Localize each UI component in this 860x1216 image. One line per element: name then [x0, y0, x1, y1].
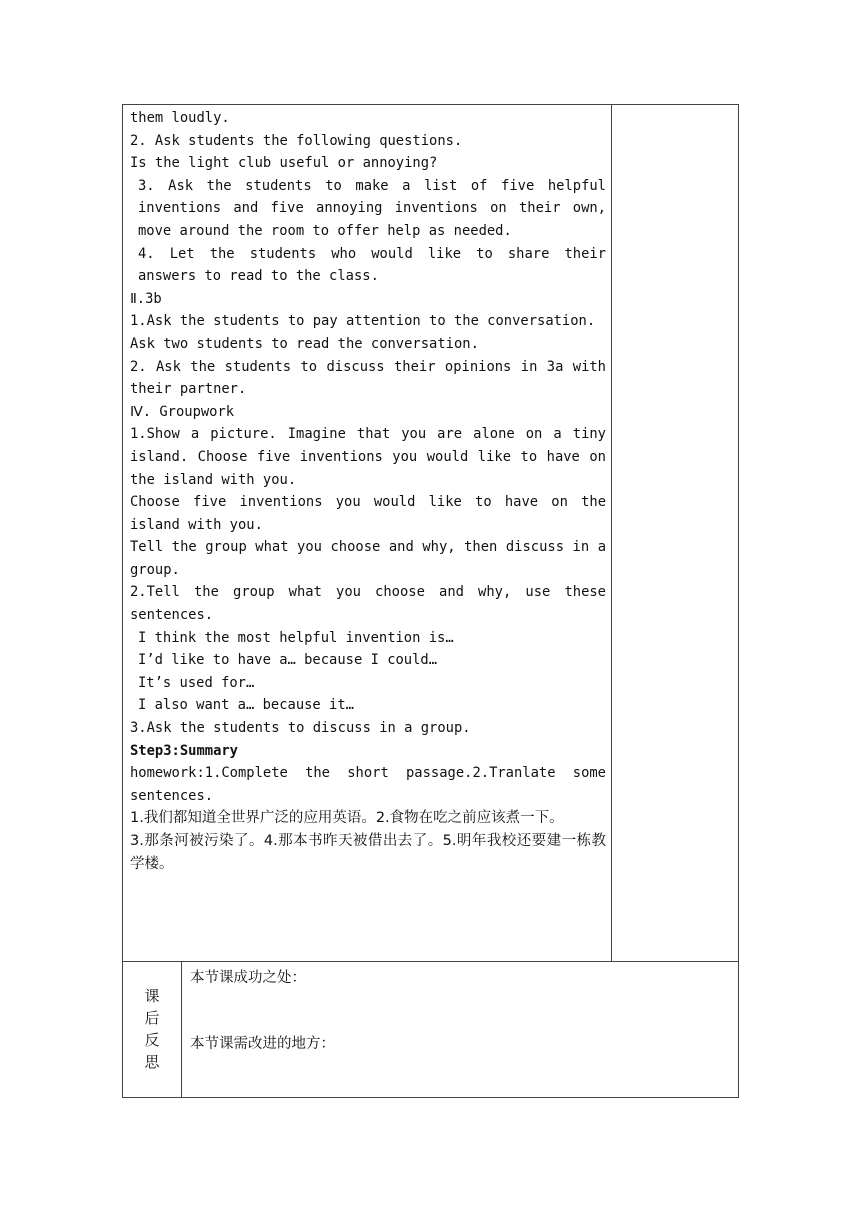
lesson-step-line: Tell the group what you choose and why, then discuss in a group. — [130, 539, 606, 578]
lesson-step-line: 2.Tell the group what you choose and why, use these sentences. — [130, 584, 606, 624]
lesson-step-line: 1.Show a picture. Imagine that you are alone on a tiny island. Choose five inventions you would like to have on the island with you. — [130, 426, 606, 488]
lesson-step-line: 3. Ask the students to make a list of five helpful inventions and five annoying inventions on their own, move around the room to offer help as needed. — [138, 177, 606, 239]
lesson-step-line: 3.那条河被污染了。4.那本书昨天被借出去了。5.明年我校还要建一栋教学楼。 — [130, 833, 606, 872]
lesson-step-line: 2. Ask students the following questions. — [130, 132, 463, 149]
reflection-label-char: 反 — [144, 1031, 160, 1049]
lesson-step-line: Step3:Summary — [130, 742, 238, 759]
lesson-step-line: 1.我们都知道全世界广泛的应用英语。2.食物在吃之前应该煮一下。 — [130, 810, 564, 827]
lesson-step-line: Ⅳ. Groupwork — [130, 403, 235, 420]
improve-label: 本节课需改进的地方： — [190, 1036, 335, 1052]
lesson-step-line: 2. Ask the students to discuss their opinions in 3a with their partner. — [130, 358, 606, 398]
reflection-label — [122, 985, 182, 1073]
lesson-step-line: 1.Ask the students to pay attention to the conversation. — [130, 313, 596, 330]
lesson-step-line: 4. Let the students who would like to share their answers to read to the class. — [138, 245, 606, 285]
lesson-step-line: Choose five inventions you would like to have on the island with you. — [130, 494, 606, 533]
reflection-label-char: 思 — [144, 1053, 160, 1071]
lesson-step-line: homework:1.Complete the short passage.2.Tranlate some sentences. — [130, 765, 606, 804]
lesson-step-line: I also want a… because it… — [138, 697, 354, 714]
lesson-procedure-text — [130, 107, 606, 875]
lesson-step-line: It’s used for… — [138, 674, 255, 691]
success-label: 本节课成功之处： — [190, 970, 306, 986]
reflection-label-char: 课 — [144, 987, 160, 1005]
lesson-step-line: 3.Ask the students to discuss in a group. — [130, 720, 471, 737]
lesson-step-line: them loudly. — [130, 110, 230, 126]
lesson-step-line: Ask two students to read the conversation. — [130, 335, 479, 352]
reflection-label-char: 后 — [144, 1009, 160, 1027]
lesson-step-line: Is the light club useful or annoying? — [130, 155, 438, 172]
lesson-step-line: I’d like to have a… because I could… — [138, 652, 438, 669]
row-divider-reflection — [122, 961, 739, 962]
lesson-step-line: Ⅱ.3b — [130, 290, 162, 307]
lesson-step-line: I think the most helpful invention is… — [138, 629, 454, 646]
column-divider-notes — [611, 104, 612, 961]
